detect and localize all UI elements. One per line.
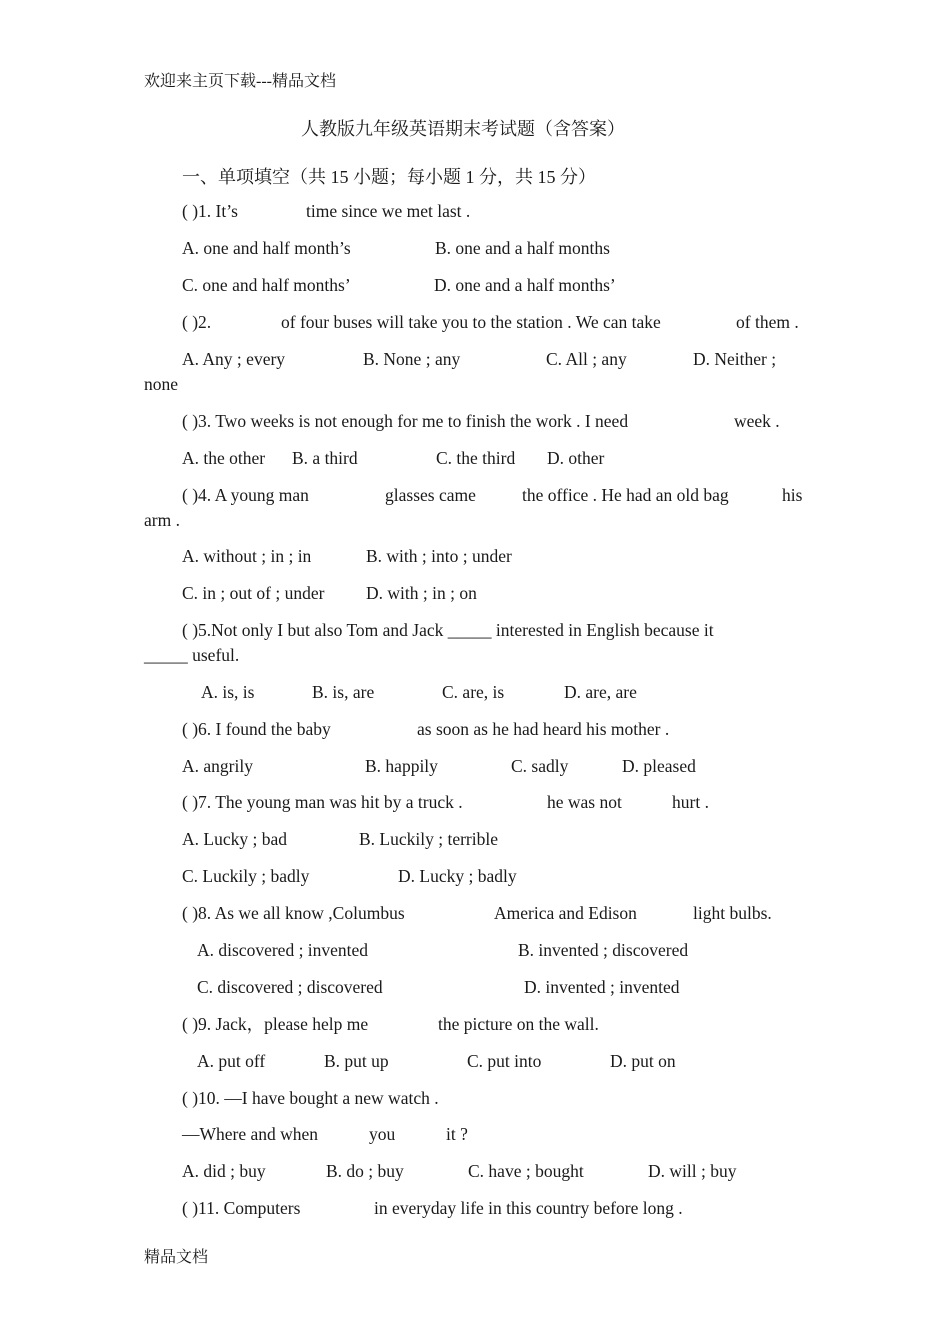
question-stem: ( )3. Two weeks is not enough for me to finish the work . I need — [182, 411, 629, 431]
option-b: B. invented ; discovered — [518, 940, 689, 960]
option-a: A. did ; buy — [182, 1161, 266, 1181]
option-c: C. one and half months’ — [182, 275, 351, 295]
question-stem: hurt . — [672, 792, 709, 812]
question-stem: ( )4. A young man — [182, 485, 309, 505]
question-stem: ( )9. Jack，please help me — [182, 1014, 369, 1034]
question-stem: as soon as he had heard his mother . — [417, 719, 670, 739]
option-a: A. without ; in ; in — [182, 546, 312, 566]
question-stem: ( )11. Computers — [182, 1198, 301, 1218]
question-stem: time since we met last . — [306, 201, 471, 221]
question-stem: the office . He had an old bag — [522, 485, 729, 505]
question-stem: glasses came — [385, 485, 476, 505]
option-d: D. with ; in ; on — [366, 583, 477, 603]
question-stem-continued: _____ useful. — [144, 645, 240, 665]
option-d-continued: none — [144, 374, 179, 394]
option-a: A. Any ; every — [182, 349, 286, 369]
question-stem: ( )1. It’s — [182, 201, 238, 221]
question-stem-continued: arm . — [144, 510, 180, 530]
option-a: A. is, is — [201, 682, 255, 702]
option-c: C. sadly — [511, 756, 569, 776]
question-line-2: you — [369, 1124, 396, 1144]
page-header: 欢迎来主页下载---精品文档 — [144, 73, 336, 90]
question-stem: America and Edison — [494, 903, 637, 923]
option-a: A. angrily — [182, 756, 253, 776]
option-a: A. the other — [182, 448, 266, 468]
question-stem: ( )5.Not only I but also Tom and Jack _____ interested in English because it — [182, 620, 714, 640]
question-stem: ( )8. As we all know ,Columbus — [182, 903, 405, 923]
option-b: B. one and a half months — [435, 238, 610, 258]
question-line-2: —Where and when — [182, 1124, 319, 1144]
option-c: C. All ; any — [546, 349, 627, 369]
option-c: C. the third — [436, 448, 516, 468]
question-stem: week . — [734, 411, 780, 431]
option-c: C. have ; bought — [468, 1161, 584, 1181]
option-d: D. other — [547, 448, 605, 468]
option-a: A. discovered ; invented — [197, 940, 369, 960]
question-stem: of them . — [736, 312, 799, 332]
option-a: A. Lucky ; bad — [182, 829, 287, 849]
option-b: B. Luckily ; terrible — [359, 829, 498, 849]
option-d: D. invented ; invented — [524, 977, 680, 997]
question-stem: ( )6. I found the baby — [182, 719, 331, 739]
section-heading: 一、单项填空（共 15 小题；每小题 1 分，共 15 分） — [182, 167, 596, 187]
question-stem: his — [782, 485, 803, 505]
option-b: B. is, are — [312, 682, 375, 702]
page-footer: 精品文档 — [144, 1249, 209, 1266]
option-a: A. put off — [197, 1051, 266, 1071]
page-title: 人教版九年级英语期末考试题（含答案） — [301, 119, 625, 139]
question-line-2: it ? — [446, 1124, 468, 1144]
option-d: D. are, are — [564, 682, 637, 702]
option-b: B. with ; into ; under — [366, 546, 512, 566]
option-c: C. in ; out of ; under — [182, 583, 325, 603]
question-stem: the picture on the wall. — [438, 1014, 599, 1034]
question-stem: light bulbs. — [693, 903, 772, 923]
option-a: A. one and half month’s — [182, 238, 351, 258]
question-stem: ( )2. — [182, 312, 212, 332]
question-stem: in everyday life in this country before long . — [374, 1198, 683, 1218]
option-c: C. are, is — [442, 682, 505, 702]
option-d: D. Neither ; — [693, 349, 777, 369]
option-b: B. put up — [324, 1051, 389, 1071]
option-b: B. a third — [292, 448, 358, 468]
question-stem: ( )7. The young man was hit by a truck . — [182, 792, 463, 812]
option-d: D. will ; buy — [648, 1161, 737, 1181]
option-d: D. pleased — [622, 756, 696, 776]
question-stem: ( )10. —I have bought a new watch . — [182, 1088, 439, 1108]
option-d: D. one and a half months’ — [434, 275, 616, 295]
option-b: B. do ; buy — [326, 1161, 404, 1181]
option-d: D. put on — [610, 1051, 676, 1071]
option-d: D. Lucky ; badly — [398, 866, 517, 886]
option-b: B. None ; any — [363, 349, 461, 369]
option-c: C. discovered ; discovered — [197, 977, 383, 997]
option-c: C. put into — [467, 1051, 542, 1071]
question-stem: of four buses will take you to the station . We can take — [281, 312, 661, 332]
question-stem: he was not — [547, 792, 622, 812]
option-b: B. happily — [365, 756, 438, 776]
option-c: C. Luckily ; badly — [182, 866, 310, 886]
